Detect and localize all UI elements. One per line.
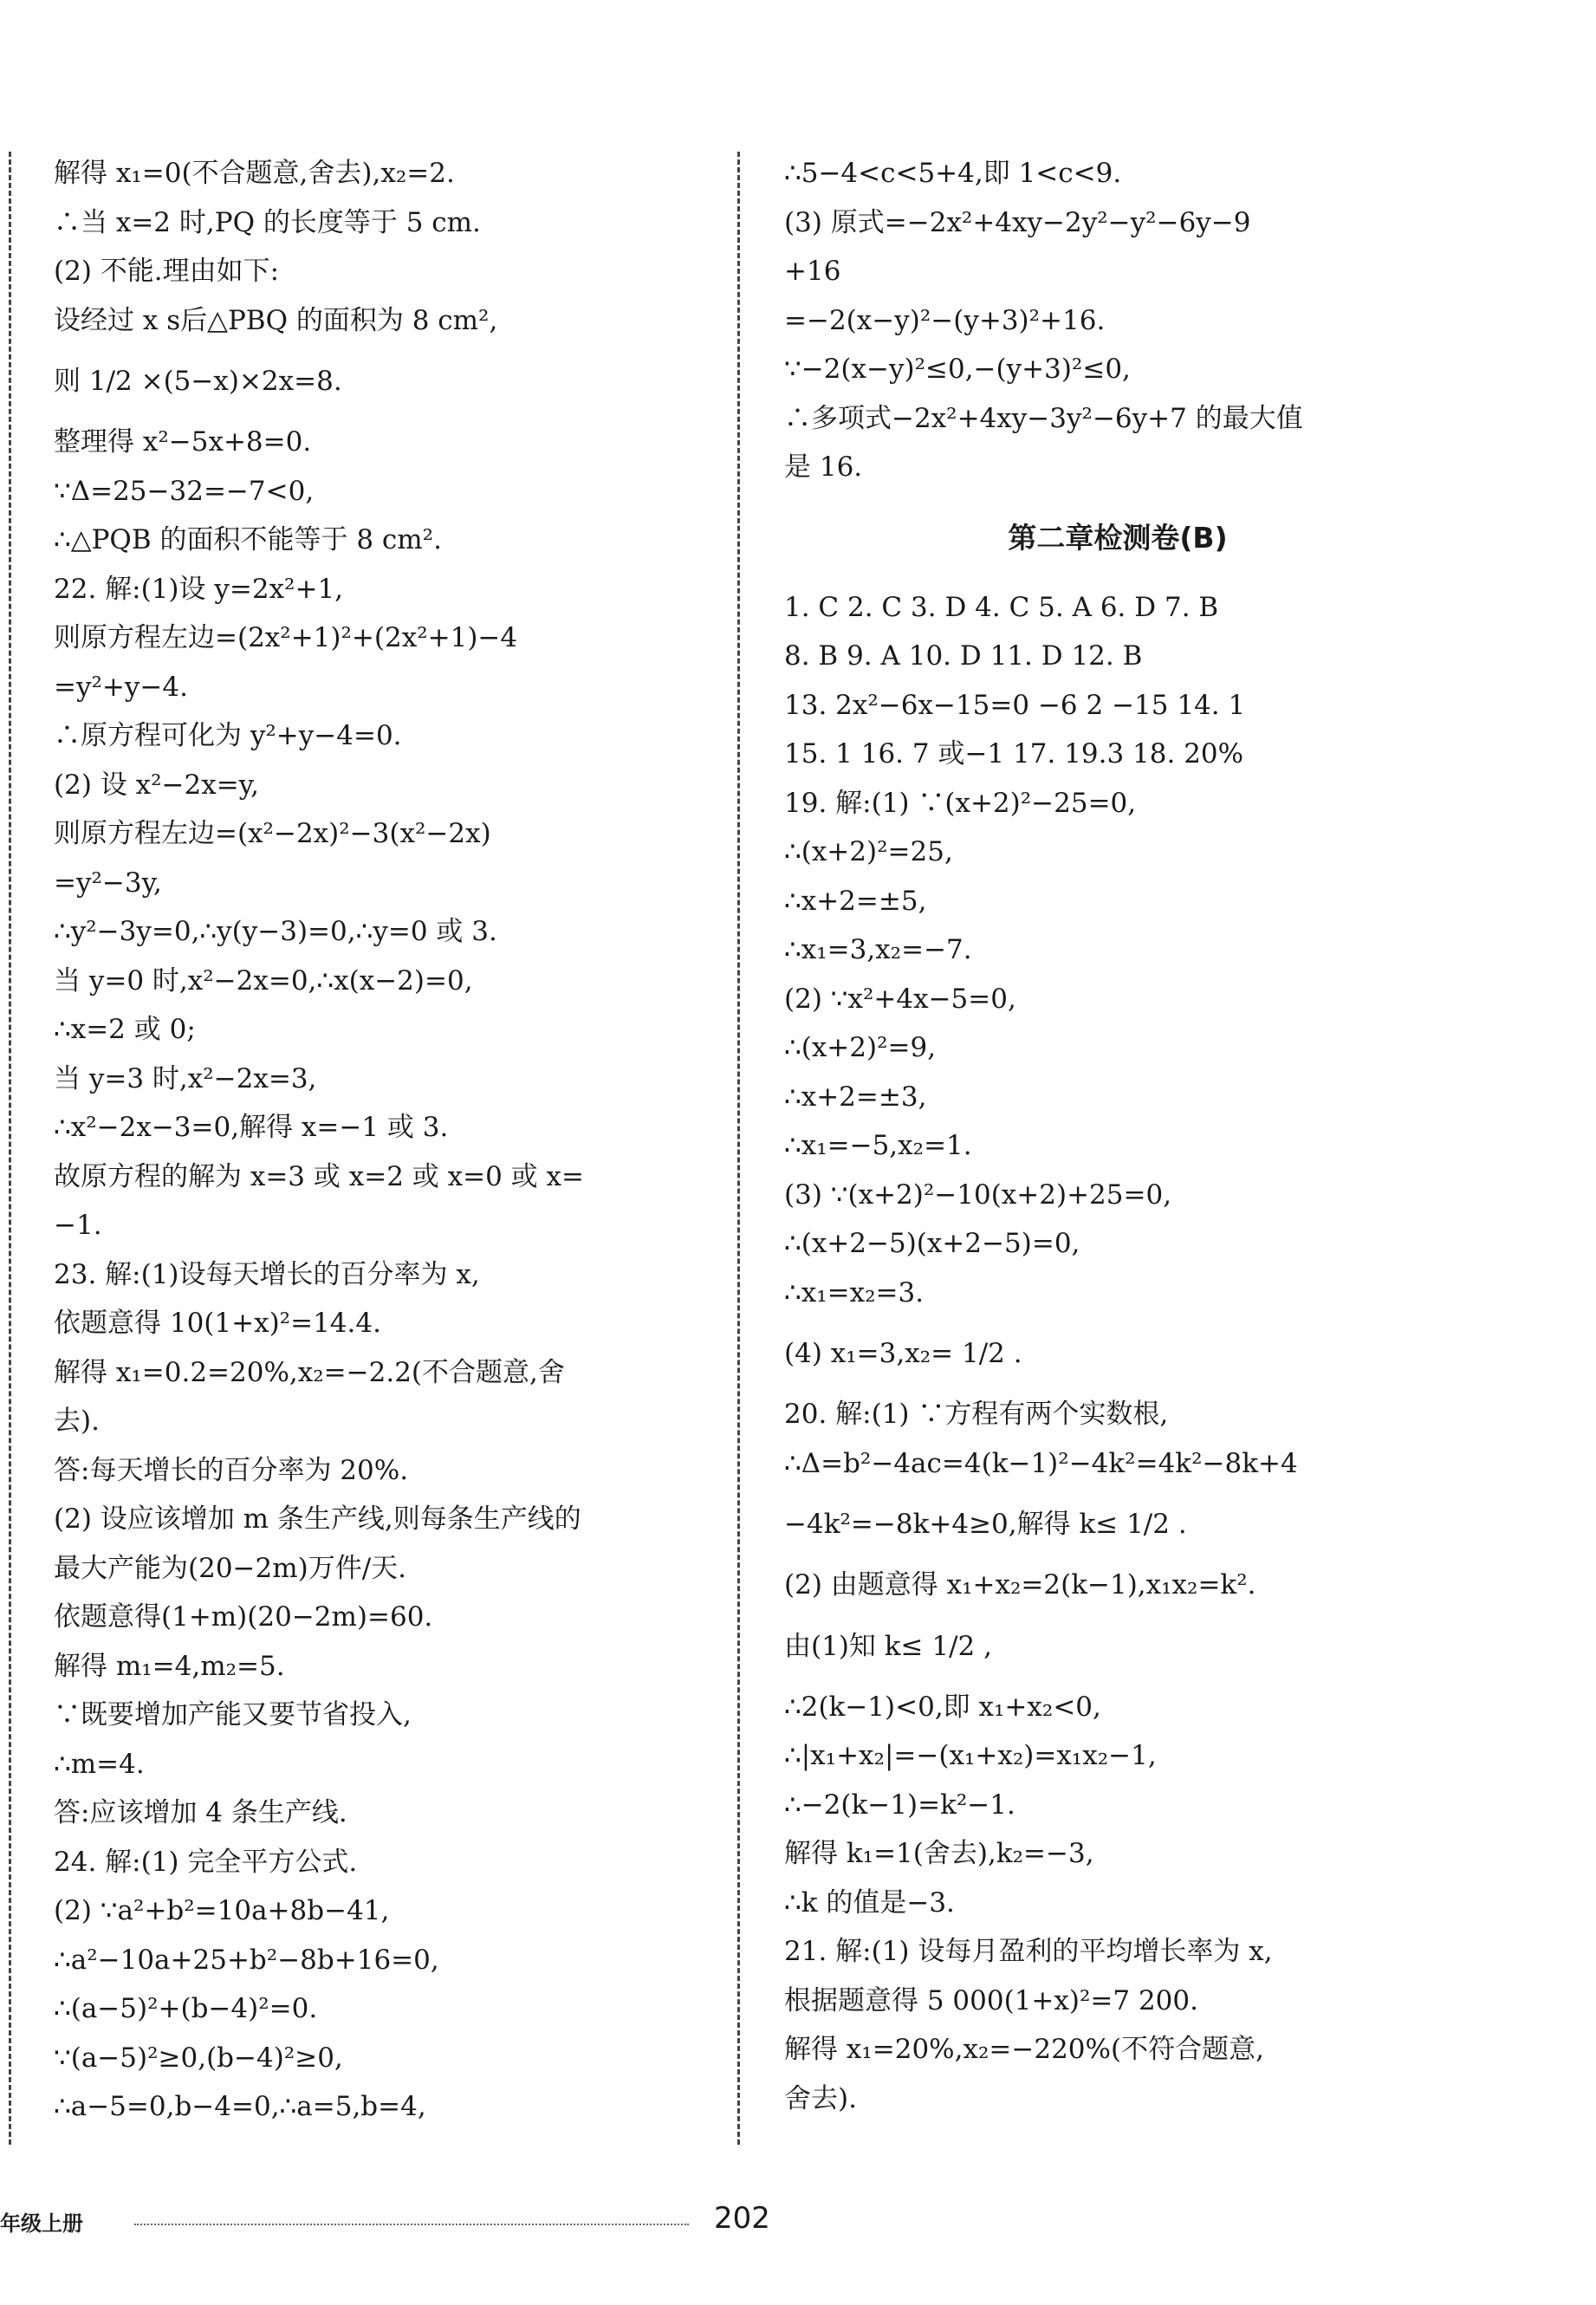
text-line: ∴−2(k−1)=k²−1. bbox=[784, 1789, 1015, 1821]
text-line: 则 1/2 ×(5−x)×2x=8. bbox=[54, 366, 342, 397]
text-line: (2) ∵a²+b²=10a+8b−41, bbox=[54, 1895, 390, 1926]
text-line: +16 bbox=[784, 256, 841, 287]
text-line: ∴x₁=−5,x₂=1. bbox=[784, 1130, 972, 1161]
text-line: 当 y=3 时,x²−2x=3, bbox=[54, 1062, 317, 1094]
section-title: 第二章检测卷(B) bbox=[1008, 520, 1228, 555]
text-line: 8. B 9. A 10. D 11. D 12. B bbox=[784, 640, 1143, 672]
text-line: 依题意得 10(1+x)²=14.4. bbox=[54, 1308, 381, 1339]
page-footer bbox=[0, 2201, 1596, 2244]
text-line: ∵Δ=25−32=−7<0, bbox=[54, 475, 315, 507]
text-line: ∴m=4. bbox=[54, 1748, 145, 1780]
text-line: 是 16. bbox=[784, 451, 863, 483]
text-line: 解得 x₁=0(不合题意,舍去),x₂=2. bbox=[54, 158, 455, 189]
text-line: 由(1)知 k≤ 1/2 , bbox=[784, 1630, 992, 1662]
column-divider-dashed-line bbox=[737, 152, 740, 2145]
text-line: ∴Δ=b²−4ac=4(k−1)²−4k²=4k²−8k+4 bbox=[784, 1447, 1298, 1479]
text-line: 22. 解:(1)设 y=2x²+1, bbox=[54, 573, 344, 605]
text-line: (3) ∵(x+2)²−10(x+2)+25=0, bbox=[784, 1178, 1172, 1211]
text-line: 当 y=0 时,x²−2x=0,∴x(x−2)=0, bbox=[54, 964, 473, 997]
text-line: ∴(a−5)²+(b−4)²=0. bbox=[54, 1993, 318, 2024]
text-line: (2) ∵x²+4x−5=0, bbox=[784, 983, 1016, 1015]
text-line: (4) x₁=3,x₂= 1/2 . bbox=[784, 1338, 1022, 1369]
footer-dotted-rule bbox=[134, 2224, 689, 2225]
text-line: =y²−3y, bbox=[54, 867, 162, 899]
text-line: (3) 原式=−2x²+4xy−2y²−y²−6y−9 bbox=[784, 206, 1251, 238]
text-line: 1. C 2. C 3. D 4. C 5. A 6. D 7. B bbox=[784, 591, 1219, 623]
text-line: 21. 解:(1) 设每月盈利的平均增长率为 x, bbox=[784, 1936, 1273, 1967]
text-line: ∴5−4<c<5+4,即 1<c<9. bbox=[784, 158, 1122, 189]
text-line: =−2(x−y)²−(y+3)²+16. bbox=[784, 304, 1106, 336]
text-line: (2) 设应该增加 m 条生产线,则每条生产线的 bbox=[54, 1503, 581, 1535]
right-column bbox=[784, 149, 1451, 2123]
text-line: 根据题意得 5 000(1+x)²=7 200. bbox=[784, 1984, 1198, 2016]
text-line: 20. 解:(1) ∵方程有两个实数根, bbox=[784, 1399, 1169, 1430]
text-line: ∴当 x=2 时,PQ 的长度等于 5 cm. bbox=[54, 206, 481, 238]
text-line: ∴x₁=x₂=3. bbox=[784, 1276, 925, 1308]
text-line: ∴y²−3y=0,∴y(y−3)=0,∴y=0 或 3. bbox=[54, 916, 497, 947]
text-line: ∴(x+2)²=9, bbox=[784, 1032, 937, 1063]
page-number: 202 bbox=[714, 2201, 770, 2236]
text-line: 24. 解:(1) 完全平方公式. bbox=[54, 1846, 358, 1878]
text-line: 解得 x₁=20%,x₂=−220%(不符合题意, bbox=[784, 2034, 1264, 2065]
text-line: ∴2(k−1)<0,即 x₁+x₂<0, bbox=[784, 1691, 1101, 1723]
text-line: 舍去). bbox=[784, 2082, 857, 2114]
text-line: ∵−2(x−y)²≤0,−(y+3)²≤0, bbox=[784, 354, 1131, 385]
text-line: 故原方程的解为 x=3 或 x=2 或 x=0 或 x= bbox=[54, 1160, 584, 1192]
text-line: 则原方程左边=(2x²+1)²+(2x²+1)−4 bbox=[54, 622, 518, 653]
text-line: ∴k 的值是−3. bbox=[784, 1886, 955, 1919]
text-line: 最大产能为(20−2m)万件/天. bbox=[54, 1552, 407, 1584]
text-line: 整理得 x²−5x+8=0. bbox=[54, 426, 312, 458]
text-line: ∴x₁=3,x₂=−7. bbox=[784, 934, 972, 965]
right-column-bottom bbox=[784, 583, 1451, 2124]
text-line: (2) 不能.理由如下: bbox=[54, 256, 280, 287]
text-line: ∴(x+2−5)(x+2−5)=0, bbox=[784, 1228, 1080, 1259]
footer-grade-label: 年级上册 bbox=[0, 2211, 83, 2236]
text-line: 依题意得(1+m)(20−2m)=60. bbox=[54, 1601, 433, 1633]
text-line: 解得 k₁=1(舍去),k₂=−3, bbox=[784, 1838, 1094, 1869]
text-line: −4k²=−8k+4≥0,解得 k≤ 1/2 . bbox=[784, 1509, 1187, 1540]
text-line: 23. 解:(1)设每天增长的百分率为 x, bbox=[54, 1258, 480, 1290]
text-line: ∴a²−10a+25+b²−8b+16=0, bbox=[54, 1944, 439, 1976]
text-line: 设经过 x s后△PBQ 的面积为 8 cm², bbox=[54, 304, 498, 336]
text-line: ∴x+2=±3, bbox=[784, 1081, 927, 1113]
left-column bbox=[54, 149, 712, 2132]
text-line: 答:每天增长的百分率为 20%. bbox=[54, 1454, 409, 1486]
text-line: 解得 x₁=0.2=20%,x₂=−2.2(不合题意,舍 bbox=[54, 1356, 565, 1388]
text-line: ∴|x₁+x₂|=−(x₁+x₂)=x₁x₂−1, bbox=[784, 1740, 1157, 1771]
text-line: ∴(x+2)²=25, bbox=[784, 836, 953, 867]
text-line: −1. bbox=[54, 1210, 102, 1241]
text-line: 去). bbox=[54, 1406, 100, 1437]
text-line: ∴原方程可化为 y²+y−4=0. bbox=[54, 720, 402, 751]
text-line: ∴x+2=±5, bbox=[784, 885, 927, 917]
text-line: ∴△PQB 的面积不能等于 8 cm². bbox=[54, 524, 442, 555]
text-line: (2) 由题意得 x₁+x₂=2(k−1),x₁x₂=k². bbox=[784, 1569, 1256, 1601]
text-line: (2) 设 x²−2x=y, bbox=[54, 769, 259, 801]
text-line: ∵(a−5)²≥0,(b−4)²≥0, bbox=[54, 2042, 343, 2074]
right-column-top bbox=[784, 149, 1451, 492]
text-line: 答:应该增加 4 条生产线. bbox=[54, 1797, 347, 1828]
text-line: ∴x=2 或 0; bbox=[54, 1014, 196, 1045]
text-line: 13. 2x²−6x−15=0 −6 2 −15 14. 1 bbox=[784, 689, 1246, 721]
left-binding-dashed-line bbox=[9, 152, 11, 2145]
text-line: 解得 m₁=4,m₂=5. bbox=[54, 1650, 285, 1682]
text-line: 则原方程左边=(x²−2x)²−3(x²−2x) bbox=[54, 818, 491, 849]
text-line: 15. 1 16. 7 或−1 17. 19.3 18. 20% bbox=[784, 738, 1244, 769]
text-line: =y²+y−4. bbox=[54, 671, 188, 703]
text-line: ∵既要增加产能又要节省投入, bbox=[54, 1699, 412, 1730]
text-line: ∴x²−2x−3=0,解得 x=−1 或 3. bbox=[54, 1112, 449, 1143]
text-line: ∴多项式−2x²+4xy−3y²−6y+7 的最大值 bbox=[784, 402, 1303, 434]
text-line: 19. 解:(1) ∵(x+2)²−25=0, bbox=[784, 787, 1137, 819]
text-line: ∴a−5=0,b−4=0,∴a=5,b=4, bbox=[54, 2091, 426, 2122]
